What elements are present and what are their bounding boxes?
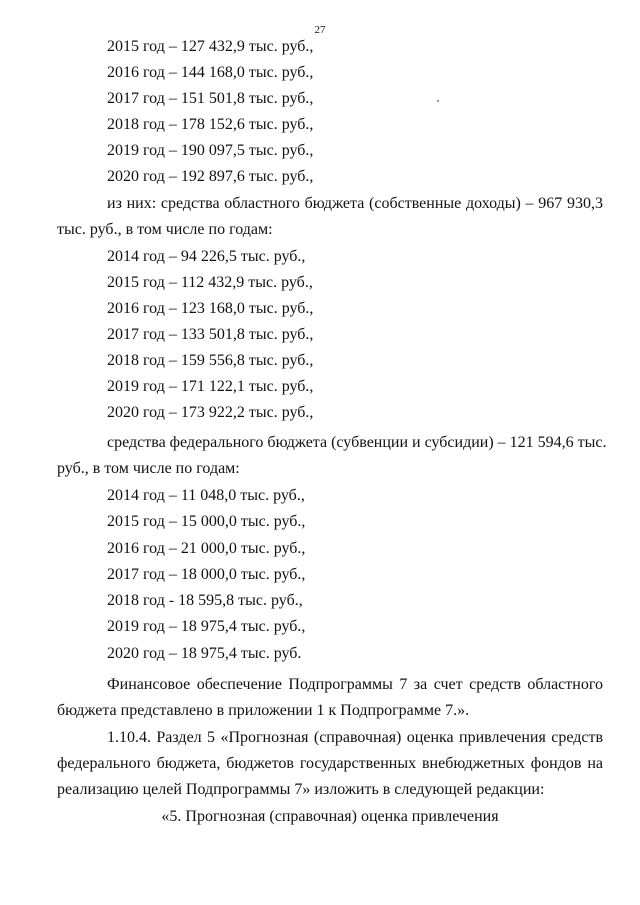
text-line: 2016 год – 144 168,0 тыс. руб., (107, 64, 314, 81)
section-heading: «5. Прогнозная (справочная) оценка привлечения (161, 808, 499, 825)
text-line: 2018 год - 18 595,8 тыс. руб., (107, 592, 303, 609)
text-line: реализацию целей Подпрограммы 7» изложить в следующей редакции: (57, 781, 545, 798)
text-line: средства федерального бюджета (субвенции и субсидии) – 121 594,6 тыс. (107, 434, 607, 451)
text-line: 2015 год – 112 432,9 тыс. руб., (107, 274, 313, 291)
scan-speck (437, 100, 439, 102)
text-line: 2015 год – 127 432,9 тыс. руб., (107, 38, 314, 55)
text-line: бюджета представлено в приложении 1 к Подпрограмме 7.». (57, 702, 470, 719)
text-line: 2018 год – 178 152,6 тыс. руб., (107, 116, 314, 133)
text-line: 2017 год – 151 501,8 тыс. руб., (107, 90, 314, 107)
text-line: 2020 год – 18 975,4 тыс. руб. (107, 645, 302, 662)
text-line: 2016 год – 123 168,0 тыс. руб., (107, 300, 314, 317)
page-number: 27 (314, 24, 326, 36)
text-line: 2019 год – 190 097,5 тыс. руб., (107, 142, 314, 159)
text-line: 2014 год – 11 048,0 тыс. руб., (107, 487, 305, 504)
text-line: 2020 год – 173 922,2 тыс. руб., (107, 404, 314, 421)
text-line: Финансовое обеспечение Подпрограммы 7 за счет средств областного (107, 676, 603, 693)
text-line: 2017 год – 18 000,0 тыс. руб., (107, 566, 306, 583)
text-line: 2014 год – 94 226,5 тыс. руб., (107, 248, 306, 265)
text-line: 2019 год – 18 975,4 тыс. руб., (107, 618, 306, 635)
text-line: 2019 год – 171 122,1 тыс. руб., (107, 378, 314, 395)
text-line: 2017 год – 133 501,8 тыс. руб., (107, 326, 314, 343)
text-line: 2016 год – 21 000,0 тыс. руб., (107, 540, 306, 557)
text-line: 2018 год – 159 556,8 тыс. руб., (107, 352, 314, 369)
text-line: тыс. руб., в том числе по годам: (57, 221, 273, 238)
text-line: из них: средства областного бюджета (собственные доходы) – 967 930,3 (107, 195, 603, 212)
text-line: руб., в том числе по годам: (57, 460, 240, 477)
text-line: 2015 год – 15 000,0 тыс. руб., (107, 513, 306, 530)
text-line: федерального бюджета, бюджетов государственных внебюджетных фондов на (57, 755, 603, 772)
text-line: 2020 год – 192 897,6 тыс. руб., (107, 168, 314, 185)
text-line: 1.10.4. Раздел 5 «Прогнозная (справочная) оценка привлечения средств (107, 729, 603, 746)
